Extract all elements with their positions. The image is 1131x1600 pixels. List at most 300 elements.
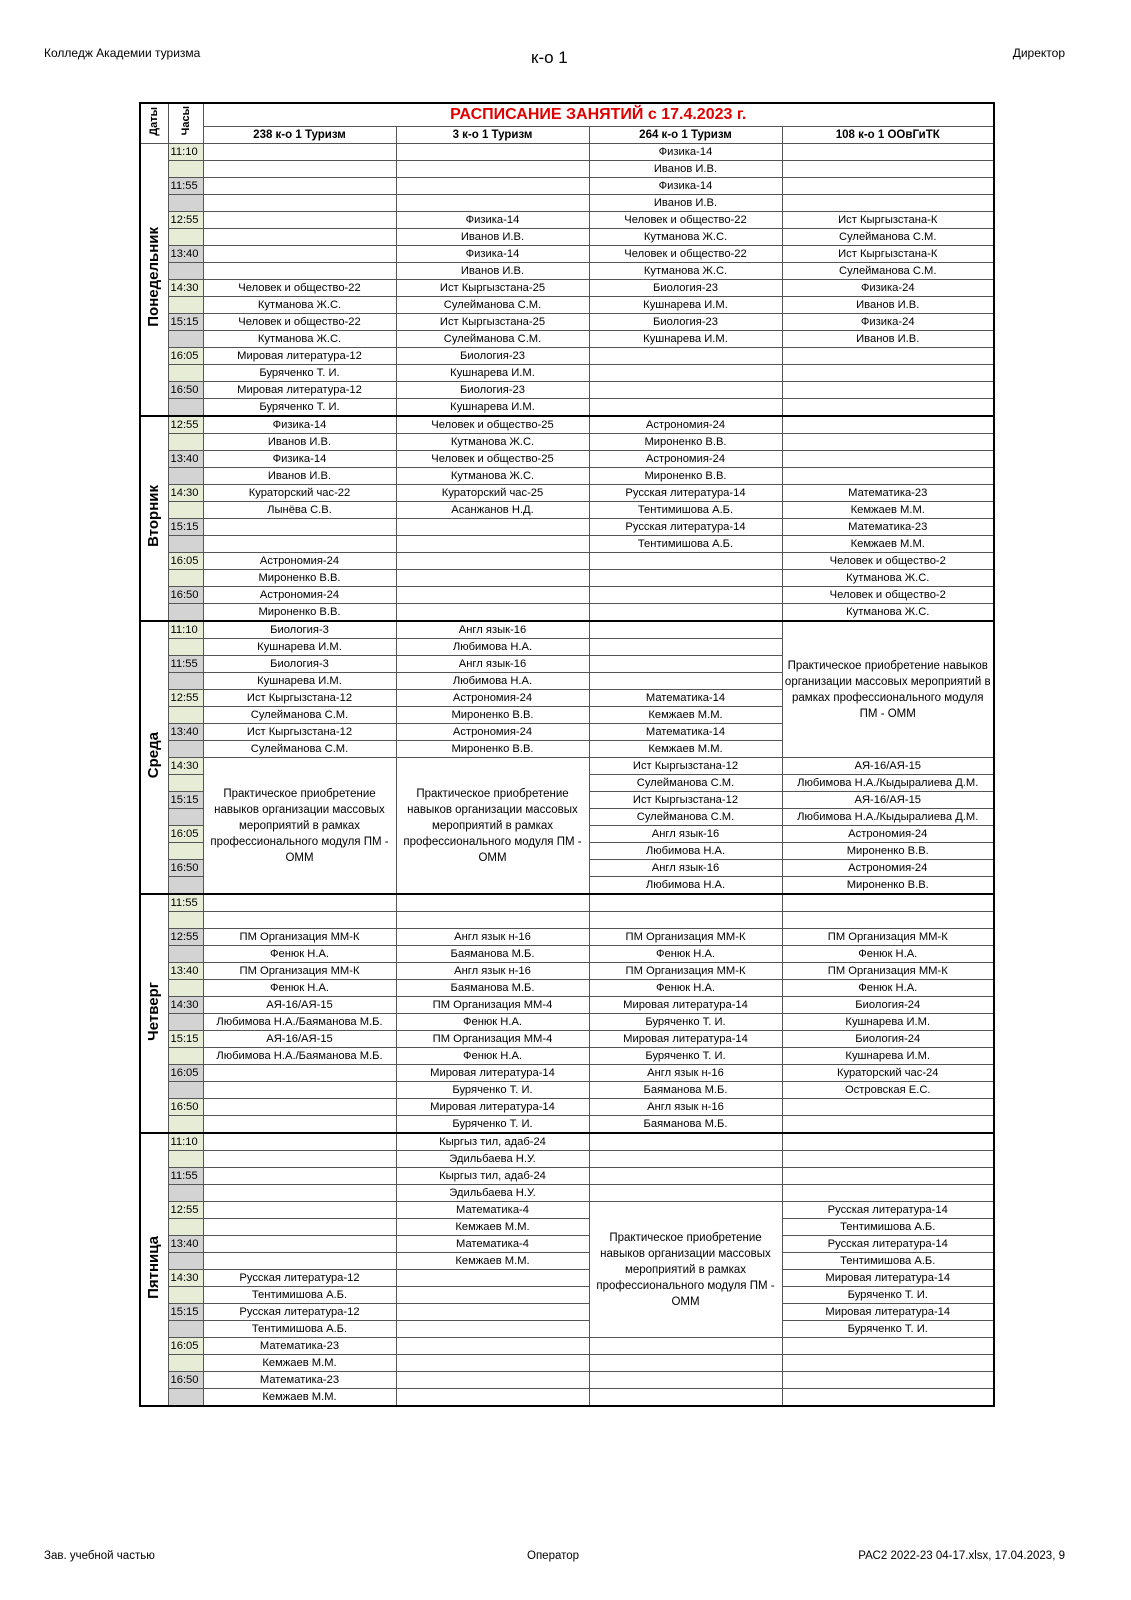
schedule-cell: Мироненко В.В. bbox=[589, 468, 782, 485]
schedule-cell: Сулейманова С.М. bbox=[782, 263, 994, 280]
table-row bbox=[140, 1151, 994, 1168]
table-row bbox=[140, 263, 994, 280]
schedule-cell: Физика-24 bbox=[782, 314, 994, 331]
table-row bbox=[140, 1202, 994, 1219]
schedule-cell bbox=[396, 604, 589, 622]
table-row bbox=[140, 980, 994, 997]
schedule-cell: Человек и общество-22 bbox=[203, 314, 396, 331]
time-cell: 16:05 bbox=[168, 348, 203, 365]
time-cell: 16:05 bbox=[168, 553, 203, 570]
schedule-cell bbox=[782, 1151, 994, 1168]
schedule-cell bbox=[589, 673, 782, 690]
table-row bbox=[140, 1304, 994, 1321]
schedule-cell bbox=[396, 1304, 589, 1321]
schedule-cell: Физика-24 bbox=[782, 280, 994, 297]
schedule-cell bbox=[782, 894, 994, 912]
schedule-cell bbox=[589, 382, 782, 399]
schedule-cell bbox=[589, 365, 782, 382]
schedule-cell: Биология-24 bbox=[782, 1031, 994, 1048]
time-cell bbox=[168, 912, 203, 929]
schedule-cell: Мироненко В.В. bbox=[589, 434, 782, 451]
schedule-cell bbox=[589, 1338, 782, 1355]
table-row bbox=[140, 1014, 994, 1031]
schedule-cell: Русская литература-14 bbox=[782, 1202, 994, 1219]
table-row bbox=[140, 758, 994, 775]
schedule-cell: Физика-14 bbox=[203, 416, 396, 434]
schedule-cell: Физика-14 bbox=[396, 212, 589, 229]
schedule-cell: Баяманова М.Б. bbox=[396, 946, 589, 963]
schedule-cell bbox=[589, 639, 782, 656]
schedule-cell: Мировая литература-12 bbox=[203, 348, 396, 365]
practice-block: Практическое приобретение навыков организации массовых мероприятий в рамках профессионального модуля ПМ - ОММ bbox=[589, 1202, 782, 1338]
schedule-cell bbox=[396, 1287, 589, 1304]
schedule-cell: Кутманова Ж.С. bbox=[203, 297, 396, 314]
schedule-cell: Биология-24 bbox=[782, 997, 994, 1014]
schedule-cell bbox=[396, 519, 589, 536]
table-row bbox=[140, 604, 994, 622]
schedule-cell: Буряченко Т. И. bbox=[782, 1287, 994, 1304]
time-cell: 12:55 bbox=[168, 416, 203, 434]
schedule-cell bbox=[589, 1372, 782, 1389]
schedule-cell: Англ язык н-16 bbox=[396, 929, 589, 946]
schedule-cell: ПМ Организация ММ-К bbox=[203, 929, 396, 946]
day-label: Вторник bbox=[140, 416, 168, 621]
time-cell: 11:55 bbox=[168, 894, 203, 912]
schedule-cell bbox=[589, 912, 782, 929]
table-row bbox=[140, 297, 994, 314]
time-cell: 16:05 bbox=[168, 1065, 203, 1082]
schedule-cell: Сулейманова С.М. bbox=[203, 741, 396, 758]
schedule-cell: Иванов И.В. bbox=[782, 297, 994, 314]
schedule-cell: Буряченко Т. И. bbox=[203, 365, 396, 382]
table-row bbox=[140, 382, 994, 399]
header-left: Колледж Академии туризма bbox=[44, 46, 201, 60]
time-cell: 12:55 bbox=[168, 1202, 203, 1219]
schedule-cell bbox=[396, 587, 589, 604]
schedule-cell bbox=[782, 1099, 994, 1116]
schedule-cell bbox=[782, 399, 994, 417]
schedule-cell: Человек и общество-25 bbox=[396, 416, 589, 434]
schedule-cell bbox=[203, 161, 396, 178]
schedule-cell: Баяманова М.Б. bbox=[396, 980, 589, 997]
time-cell bbox=[168, 1287, 203, 1304]
schedule-cell: Любимова Н.А. bbox=[396, 673, 589, 690]
time-cell: 16:05 bbox=[168, 1338, 203, 1355]
schedule-cell: Русская литература-12 bbox=[203, 1304, 396, 1321]
schedule-cell: Иванов И.В. bbox=[589, 195, 782, 212]
schedule-cell: Кыргыз тил, адаб-24 bbox=[396, 1168, 589, 1185]
time-cell bbox=[168, 365, 203, 382]
schedule-cell: Любимова Н.А. bbox=[589, 877, 782, 895]
schedule-cell: Ист Кыргызстана-К bbox=[782, 212, 994, 229]
schedule-cell bbox=[782, 416, 994, 434]
schedule-cell: Островская Е.С. bbox=[782, 1082, 994, 1099]
schedule-cell bbox=[589, 587, 782, 604]
schedule-cell: Тентимишова А.Б. bbox=[589, 536, 782, 553]
schedule-cell bbox=[782, 365, 994, 382]
schedule-cell bbox=[203, 1133, 396, 1151]
schedule-cell: Мировая литература-14 bbox=[782, 1270, 994, 1287]
schedule-cell bbox=[782, 1338, 994, 1355]
schedule-cell bbox=[203, 1219, 396, 1236]
time-cell: 13:40 bbox=[168, 246, 203, 263]
schedule-cell bbox=[203, 229, 396, 246]
schedule-cell: Кемжаев М.М. bbox=[589, 707, 782, 724]
schedule-cell bbox=[589, 1151, 782, 1168]
schedule-cell bbox=[782, 178, 994, 195]
schedule-cell: ПМ Организация ММ-К bbox=[589, 929, 782, 946]
table-row bbox=[140, 434, 994, 451]
schedule-cell: Тентимишова А.Б. bbox=[203, 1321, 396, 1338]
time-cell bbox=[168, 468, 203, 485]
time-cell bbox=[168, 434, 203, 451]
schedule-cell: Сулейманова С.М. bbox=[396, 331, 589, 348]
time-cell bbox=[168, 707, 203, 724]
schedule-cell: Биология-23 bbox=[396, 382, 589, 399]
schedule-cell: Кураторский час-25 bbox=[396, 485, 589, 502]
footer-right: РАС2 2022-23 04-17.xlsx, 17.04.2023, 9 bbox=[858, 1550, 1065, 1562]
schedule-cell: Физика-14 bbox=[203, 451, 396, 468]
group-header: 264 к-о 1 Туризм bbox=[589, 127, 782, 144]
schedule-cell bbox=[396, 894, 589, 912]
schedule-cell: Кушнарева И.М. bbox=[203, 639, 396, 656]
schedule-cell: ПМ Организация ММ-К bbox=[782, 963, 994, 980]
schedule-cell: Фенюк Н.А. bbox=[396, 1014, 589, 1031]
schedule-cell: Тентимишова А.Б. bbox=[203, 1287, 396, 1304]
time-cell bbox=[168, 1048, 203, 1065]
practice-block: Практическое приобретение навыков организации массовых мероприятий в рамках профессионального модуля ПМ - ОММ bbox=[396, 758, 589, 895]
schedule-cell: Астрономия-24 bbox=[203, 553, 396, 570]
schedule-cell: Кушнарева И.М. bbox=[589, 331, 782, 348]
time-cell: 14:30 bbox=[168, 997, 203, 1014]
schedule-title: РАСПИСАНИЕ ЗАНЯТИЙ с 17.4.2023 г. bbox=[203, 103, 994, 127]
schedule-cell bbox=[782, 468, 994, 485]
time-cell: 16:50 bbox=[168, 860, 203, 877]
table-row bbox=[140, 1168, 994, 1185]
table-row bbox=[140, 468, 994, 485]
schedule-cell bbox=[782, 1116, 994, 1134]
schedule-table bbox=[139, 102, 995, 1407]
schedule-cell: Фенюк Н.А. bbox=[782, 980, 994, 997]
time-cell: 12:55 bbox=[168, 212, 203, 229]
schedule-cell: Физика-14 bbox=[589, 178, 782, 195]
schedule-cell: АЯ-16/АЯ-15 bbox=[203, 997, 396, 1014]
schedule-cell bbox=[782, 348, 994, 365]
schedule-cell: Кушнарева И.М. bbox=[396, 399, 589, 417]
table-row bbox=[140, 929, 994, 946]
table-row bbox=[140, 399, 994, 417]
table-row bbox=[140, 161, 994, 178]
time-cell bbox=[168, 536, 203, 553]
schedule-cell bbox=[396, 553, 589, 570]
schedule-cell bbox=[589, 621, 782, 639]
schedule-cell bbox=[589, 1185, 782, 1202]
schedule-cell: Любимова Н.А./Кыдыралиева Д.М. bbox=[782, 775, 994, 792]
schedule-cell: Англ язык-16 bbox=[396, 656, 589, 673]
schedule-body bbox=[140, 144, 994, 1407]
schedule-cell: Русская литература-14 bbox=[782, 1236, 994, 1253]
schedule-cell bbox=[782, 434, 994, 451]
time-cell bbox=[168, 161, 203, 178]
dates-header: Даты bbox=[140, 103, 168, 144]
schedule-cell: Кураторский час-24 bbox=[782, 1065, 994, 1082]
schedule-cell: Астрономия-24 bbox=[396, 690, 589, 707]
time-cell bbox=[168, 843, 203, 860]
schedule-cell bbox=[203, 1168, 396, 1185]
table-row bbox=[140, 1253, 994, 1270]
time-cell bbox=[168, 1253, 203, 1270]
table-row bbox=[140, 912, 994, 929]
schedule-cell bbox=[782, 1372, 994, 1389]
time-cell: 14:30 bbox=[168, 485, 203, 502]
schedule-cell: Буряченко Т. И. bbox=[203, 399, 396, 417]
schedule-cell bbox=[396, 195, 589, 212]
table-row bbox=[140, 1082, 994, 1099]
time-cell: 15:15 bbox=[168, 1031, 203, 1048]
table-row bbox=[140, 1219, 994, 1236]
schedule-cell: Баяманова М.Б. bbox=[589, 1116, 782, 1134]
table-row bbox=[140, 1031, 994, 1048]
time-cell bbox=[168, 1389, 203, 1407]
time-cell: 13:40 bbox=[168, 451, 203, 468]
schedule-cell: Человек и общество-25 bbox=[396, 451, 589, 468]
schedule-cell bbox=[203, 1082, 396, 1099]
table-row bbox=[140, 1389, 994, 1407]
time-cell bbox=[168, 195, 203, 212]
schedule-cell bbox=[589, 1355, 782, 1372]
schedule-cell bbox=[396, 912, 589, 929]
schedule-cell bbox=[782, 1389, 994, 1407]
day-label: Среда bbox=[140, 621, 168, 894]
schedule-cell bbox=[203, 1151, 396, 1168]
schedule-cell: ПМ Организация ММ-К bbox=[203, 963, 396, 980]
schedule-cell: Кемжаев М.М. bbox=[396, 1253, 589, 1270]
time-cell bbox=[168, 1151, 203, 1168]
header-right: Директор bbox=[1012, 46, 1065, 60]
schedule-cell bbox=[589, 348, 782, 365]
schedule-cell: ПМ Организация ММ-4 bbox=[396, 1031, 589, 1048]
schedule-cell: Кутманова Ж.С. bbox=[589, 263, 782, 280]
schedule-cell: Буряченко Т. И. bbox=[589, 1014, 782, 1031]
schedule-cell bbox=[203, 912, 396, 929]
schedule-cell: Англ язык н-16 bbox=[589, 1099, 782, 1116]
table-row bbox=[140, 1355, 994, 1372]
schedule-cell: Тентимишова А.Б. bbox=[782, 1253, 994, 1270]
schedule-cell: Математика-4 bbox=[396, 1202, 589, 1219]
table-row bbox=[140, 1065, 994, 1082]
schedule-cell bbox=[782, 912, 994, 929]
schedule-cell: Ист Кыргызстана-12 bbox=[589, 758, 782, 775]
table-row bbox=[140, 178, 994, 195]
time-cell: 11:10 bbox=[168, 621, 203, 639]
table-row bbox=[140, 1236, 994, 1253]
schedule-cell bbox=[396, 1355, 589, 1372]
schedule-cell: Сулейманова С.М. bbox=[203, 707, 396, 724]
schedule-cell bbox=[589, 604, 782, 622]
schedule-cell bbox=[589, 553, 782, 570]
schedule-cell: Человек и общество-2 bbox=[782, 553, 994, 570]
schedule-cell bbox=[782, 1168, 994, 1185]
time-cell bbox=[168, 1082, 203, 1099]
schedule-cell: Кыргыз тил, адаб-24 bbox=[396, 1133, 589, 1151]
schedule-cell: Любимова Н.А./Баяманова М.Б. bbox=[203, 1048, 396, 1065]
schedule-cell bbox=[589, 570, 782, 587]
schedule-cell: Кутманова Ж.С. bbox=[396, 468, 589, 485]
schedule-cell: Любимова Н.А./Баяманова М.Б. bbox=[203, 1014, 396, 1031]
time-cell bbox=[168, 1355, 203, 1372]
schedule-cell: Математика-23 bbox=[782, 519, 994, 536]
schedule-cell: Астрономия-24 bbox=[203, 587, 396, 604]
schedule-cell: Астрономия-24 bbox=[589, 416, 782, 434]
table-row bbox=[140, 1116, 994, 1134]
group-header: 238 к-о 1 Туризм bbox=[203, 127, 396, 144]
table-row bbox=[140, 144, 994, 161]
schedule-cell: Англ язык-16 bbox=[396, 621, 589, 639]
time-cell: 16:05 bbox=[168, 826, 203, 843]
schedule-cell bbox=[203, 1099, 396, 1116]
schedule-cell: Мировая литература-12 bbox=[203, 382, 396, 399]
schedule-cell bbox=[589, 894, 782, 912]
schedule-cell: Англ язык н-16 bbox=[396, 963, 589, 980]
schedule-cell: Астрономия-24 bbox=[782, 826, 994, 843]
table-row bbox=[140, 502, 994, 519]
schedule-cell: Кутманова Ж.С. bbox=[782, 570, 994, 587]
header-center: к-о 1 bbox=[531, 48, 568, 67]
time-cell bbox=[168, 980, 203, 997]
time-cell bbox=[168, 604, 203, 622]
schedule-cell bbox=[396, 536, 589, 553]
schedule-cell bbox=[589, 1389, 782, 1407]
schedule-cell bbox=[782, 1185, 994, 1202]
day-label: Понедельник bbox=[140, 144, 168, 417]
schedule-cell: Сулейманова С.М. bbox=[589, 809, 782, 826]
time-cell bbox=[168, 1116, 203, 1134]
time-cell bbox=[168, 877, 203, 895]
schedule-cell: Мироненко В.В. bbox=[782, 877, 994, 895]
schedule-cell: Тентимишова А.Б. bbox=[782, 1219, 994, 1236]
schedule-cell: Фенюк Н.А. bbox=[203, 980, 396, 997]
time-cell bbox=[168, 673, 203, 690]
schedule-cell: Тентимишова А.Б. bbox=[589, 502, 782, 519]
time-cell: 15:15 bbox=[168, 1304, 203, 1321]
table-row bbox=[140, 553, 994, 570]
table-row bbox=[140, 1099, 994, 1116]
time-cell bbox=[168, 399, 203, 417]
table-row bbox=[140, 946, 994, 963]
schedule-cell: Фенюк Н.А. bbox=[782, 946, 994, 963]
schedule-cell bbox=[203, 894, 396, 912]
schedule-cell: Мироненко В.В. bbox=[203, 570, 396, 587]
table-row bbox=[140, 1338, 994, 1355]
schedule-cell: Фенюк Н.А. bbox=[396, 1048, 589, 1065]
time-cell bbox=[168, 741, 203, 758]
schedule-cell: ПМ Организация ММ-4 bbox=[396, 997, 589, 1014]
time-cell bbox=[168, 263, 203, 280]
schedule-cell: Человек и общество-22 bbox=[589, 246, 782, 263]
schedule-cell: Англ язык-16 bbox=[589, 860, 782, 877]
schedule-cell: Кутманова Ж.С. bbox=[396, 434, 589, 451]
schedule-cell: Астрономия-24 bbox=[396, 724, 589, 741]
schedule-cell bbox=[782, 1133, 994, 1151]
schedule-cell bbox=[782, 144, 994, 161]
schedule-cell: Любимова Н.А. bbox=[589, 843, 782, 860]
schedule-cell: Мировая литература-14 bbox=[396, 1065, 589, 1082]
schedule-cell bbox=[203, 536, 396, 553]
schedule-cell bbox=[203, 1116, 396, 1134]
time-cell bbox=[168, 1219, 203, 1236]
schedule-cell: Кутманова Ж.С. bbox=[203, 331, 396, 348]
table-row bbox=[140, 348, 994, 365]
day-label: Четверг bbox=[140, 894, 168, 1133]
table-row bbox=[140, 195, 994, 212]
time-cell: 12:55 bbox=[168, 929, 203, 946]
schedule-cell: Физика-14 bbox=[396, 246, 589, 263]
schedule-cell: Мироненко В.В. bbox=[782, 843, 994, 860]
schedule-cell: Кураторский час-22 bbox=[203, 485, 396, 502]
time-cell bbox=[168, 946, 203, 963]
table-row bbox=[140, 416, 994, 434]
group-header: 3 к-о 1 Туризм bbox=[396, 127, 589, 144]
schedule-cell: Мироненко В.В. bbox=[396, 707, 589, 724]
footer-left: Зав. учебной частью bbox=[44, 1550, 155, 1562]
table-row bbox=[140, 365, 994, 382]
time-cell: 16:50 bbox=[168, 382, 203, 399]
schedule-cell bbox=[782, 451, 994, 468]
schedule-cell: Кушнарева И.М. bbox=[589, 297, 782, 314]
schedule-cell: Иванов И.В. bbox=[396, 263, 589, 280]
schedule-cell bbox=[396, 161, 589, 178]
schedule-cell: Ист Кыргызстана-25 bbox=[396, 314, 589, 331]
schedule-cell bbox=[396, 1372, 589, 1389]
schedule-cell: Любимова Н.А./Кыдыралиева Д.М. bbox=[782, 809, 994, 826]
schedule-cell: Русская литература-14 bbox=[589, 485, 782, 502]
schedule-cell bbox=[589, 656, 782, 673]
schedule-cell bbox=[396, 178, 589, 195]
schedule-cell: Кемжаев М.М. bbox=[782, 502, 994, 519]
practice-block: Практическое приобретение навыков организации массовых мероприятий в рамках профессионального модуля ПМ - ОММ bbox=[203, 758, 396, 895]
time-cell bbox=[168, 297, 203, 314]
schedule-cell: Человек и общество-22 bbox=[203, 280, 396, 297]
schedule-cell: ПМ Организация ММ-К bbox=[782, 929, 994, 946]
schedule-cell: Сулейманова С.М. bbox=[396, 297, 589, 314]
table-row bbox=[140, 229, 994, 246]
schedule-cell bbox=[782, 1355, 994, 1372]
table-row bbox=[140, 246, 994, 263]
schedule-cell: Сулейманова С.М. bbox=[782, 229, 994, 246]
time-cell: 11:10 bbox=[168, 1133, 203, 1151]
schedule-cell bbox=[396, 1389, 589, 1407]
schedule-cell: АЯ-16/АЯ-15 bbox=[782, 758, 994, 775]
table-row bbox=[140, 451, 994, 468]
schedule-cell: Иванов И.В. bbox=[203, 468, 396, 485]
schedule-cell: Англ язык-16 bbox=[589, 826, 782, 843]
time-cell: 13:40 bbox=[168, 724, 203, 741]
schedule-cell: Иванов И.В. bbox=[589, 161, 782, 178]
table-row bbox=[140, 212, 994, 229]
footer-center: Оператор bbox=[527, 1550, 580, 1562]
time-cell bbox=[168, 1014, 203, 1031]
schedule-cell: Иванов И.В. bbox=[396, 229, 589, 246]
schedule-cell: Мировая литература-14 bbox=[782, 1304, 994, 1321]
table-row bbox=[140, 1270, 994, 1287]
schedule-cell: Мировая литература-14 bbox=[589, 997, 782, 1014]
schedule-cell: Кушнарева И.М. bbox=[782, 1014, 994, 1031]
schedule-cell: Кутманова Ж.С. bbox=[589, 229, 782, 246]
schedule-cell: Кемжаев М.М. bbox=[203, 1355, 396, 1372]
time-cell: 16:50 bbox=[168, 1099, 203, 1116]
time-cell bbox=[168, 331, 203, 348]
table-row bbox=[140, 963, 994, 980]
